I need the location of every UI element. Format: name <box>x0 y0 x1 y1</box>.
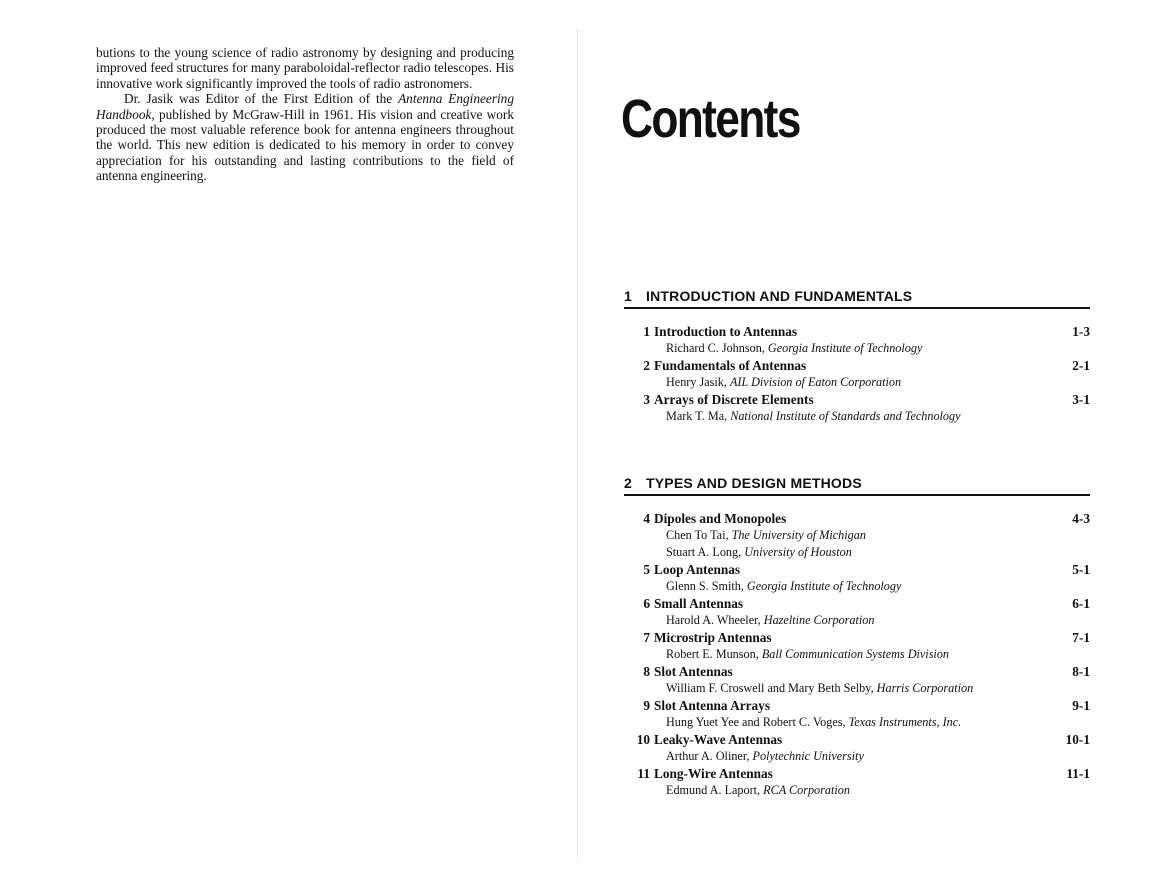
chapter-number: 2 <box>643 358 650 373</box>
author-affiliation: Texas Instruments, Inc. <box>848 715 962 729</box>
chapter-author <box>666 612 1030 629</box>
chapter-title: Dipoles and Monopoles <box>654 511 787 526</box>
paragraph <box>96 91 514 183</box>
author-name: Mark T. Ma, <box>666 409 728 423</box>
toc-entry[interactable] <box>624 391 1090 425</box>
author-affiliation: Georgia Institute of Technology <box>767 341 923 355</box>
author-affiliation: Ball Communication Systems Division <box>761 647 950 661</box>
toc-entry[interactable] <box>624 561 1090 595</box>
author-affiliation: National Institute of Standards and Technology <box>730 409 961 423</box>
author-affiliation: Georgia Institute of Technology <box>746 579 902 593</box>
chapter-author <box>666 340 1030 357</box>
author-affiliation: Harris Corporation <box>876 681 974 695</box>
chapter-number: 10 <box>636 732 650 747</box>
author-name: Arthur A. Oliner, <box>666 749 750 763</box>
chapter-body <box>654 765 1030 799</box>
chapter-page-number: 1-3 <box>1072 324 1090 339</box>
paragraph-text: published by McGraw-Hill in 1961. His vision and creative work produced the most valuable reference book for antenna engineers throughout the world. This new edition is dedicated to his memory in order to convey appreciation for his outstanding and lasting contributions to the field of antenna engineering. <box>96 106 514 184</box>
chapter-title: Fundamentals of Antennas <box>654 358 807 373</box>
chapter-body <box>654 323 1030 357</box>
chapter-number: 5 <box>643 562 650 577</box>
toc-entry[interactable] <box>624 663 1090 697</box>
toc-entry[interactable] <box>624 697 1090 731</box>
chapter-title: Slot Antenna Arrays <box>654 698 770 713</box>
part-section <box>624 475 1090 799</box>
chapter-author <box>666 782 1030 799</box>
chapter-number: 9 <box>643 698 650 713</box>
chapter-page-number: 11-1 <box>1066 766 1090 781</box>
left-page-text <box>96 45 514 184</box>
chapter-body <box>654 357 1030 391</box>
chapter-title: Loop Antennas <box>654 562 741 577</box>
chapter-page-number: 10-1 <box>1065 732 1090 747</box>
author-affiliation: Polytechnic University <box>752 749 864 763</box>
toc-entry[interactable] <box>624 731 1090 765</box>
chapter-page-number: 4-3 <box>1072 511 1090 526</box>
author-name: Henry Jasik, <box>666 375 727 389</box>
chapter-title: Introduction to Antennas <box>654 324 798 339</box>
chapter-body <box>654 663 1030 697</box>
page-gutter <box>577 30 578 860</box>
chapter-page-number: 2-1 <box>1072 358 1090 373</box>
chapter-page-number: 9-1 <box>1072 698 1090 713</box>
part-number: 1 <box>624 288 632 304</box>
toc-entry[interactable] <box>624 357 1090 391</box>
author-name: Harold A. Wheeler, <box>666 613 761 627</box>
chapter-body <box>654 391 1030 425</box>
chapter-number: 1 <box>643 324 650 339</box>
chapter-page-number: 5-1 <box>1072 562 1090 577</box>
author-name: Hung Yuet Yee and Robert C. Voges, <box>666 715 846 729</box>
chapter-page-number: 8-1 <box>1072 664 1090 679</box>
chapter-page-number: 6-1 <box>1072 596 1090 611</box>
toc-entry[interactable] <box>624 323 1090 357</box>
chapter-number: 6 <box>643 596 650 611</box>
toc-entry[interactable] <box>624 765 1090 799</box>
author-affiliation: The University of Michigan <box>731 528 866 542</box>
chapter-author <box>666 748 1030 765</box>
author-affiliation: RCA Corporation <box>763 783 850 797</box>
part-number: 2 <box>624 475 632 491</box>
chapter-author <box>666 714 1030 731</box>
paragraph: butions to the young science of radio astronomy by designing and producing improved feed structures for many paraboloidal-reflector radio telescopes. His innovative work significantly improved the tools of radio astronomers. <box>96 45 514 91</box>
author-name: Edmund A. Laport, <box>666 783 761 797</box>
chapter-body <box>654 561 1030 595</box>
author-name: Robert E. Munson, <box>666 647 759 661</box>
part-section <box>624 288 1090 425</box>
author-name: William F. Croswell and Mary Beth Selby, <box>666 681 874 695</box>
chapter-body <box>654 510 1030 561</box>
chapter-number: 8 <box>643 664 650 679</box>
author-affiliation: University of Houston <box>744 545 852 559</box>
chapter-author <box>666 374 1030 391</box>
author-name: Glenn S. Smith, <box>666 579 744 593</box>
chapter-title: Long-Wire Antennas <box>654 766 773 781</box>
toc-entry[interactable] <box>624 510 1090 561</box>
toc-entry[interactable] <box>624 595 1090 629</box>
author-name: Stuart A. Long, <box>666 545 742 559</box>
chapter-title: Small Antennas <box>654 596 744 611</box>
toc-entry[interactable] <box>624 629 1090 663</box>
page-title: Contents <box>621 89 800 149</box>
author-affiliation: AIL Division of Eaton Corporation <box>729 375 902 389</box>
chapter-author <box>666 578 1030 595</box>
author-affiliation: Hazeltine Corporation <box>763 613 875 627</box>
chapter-title: Slot Antennas <box>654 664 733 679</box>
chapter-page-number: 3-1 <box>1072 392 1090 407</box>
chapter-author <box>666 680 1030 697</box>
chapter-author <box>666 646 1030 663</box>
part-heading <box>624 475 1090 496</box>
book-title-italic: Antenna Engineering Handbook, <box>96 91 514 122</box>
part-title: TYPES AND DESIGN METHODS <box>646 475 862 491</box>
chapter-title: Microstrip Antennas <box>654 630 772 645</box>
chapter-body <box>654 697 1030 731</box>
chapter-number: 3 <box>643 392 650 407</box>
chapter-body <box>654 595 1030 629</box>
chapter-page-number: 7-1 <box>1072 630 1090 645</box>
chapter-number: 4 <box>643 511 650 526</box>
chapter-number: 11 <box>637 766 650 781</box>
paragraph-text: Dr. Jasik was Editor of the First Edition of the <box>124 91 399 107</box>
author-name: Richard C. Johnson, <box>666 341 765 355</box>
chapter-body <box>654 731 1030 765</box>
part-title: INTRODUCTION AND FUNDAMENTALS <box>646 288 913 304</box>
chapter-author <box>666 408 1030 425</box>
chapter-list <box>624 323 1090 425</box>
part-heading <box>624 288 1090 309</box>
chapter-title: Leaky-Wave Antennas <box>654 732 783 747</box>
chapter-author <box>666 527 1030 544</box>
author-name: Chen To Tai, <box>666 528 729 542</box>
chapter-author <box>666 544 1030 561</box>
chapter-title: Arrays of Discrete Elements <box>654 392 814 407</box>
chapter-number: 7 <box>643 630 650 645</box>
chapter-list <box>624 510 1090 799</box>
chapter-body <box>654 629 1030 663</box>
